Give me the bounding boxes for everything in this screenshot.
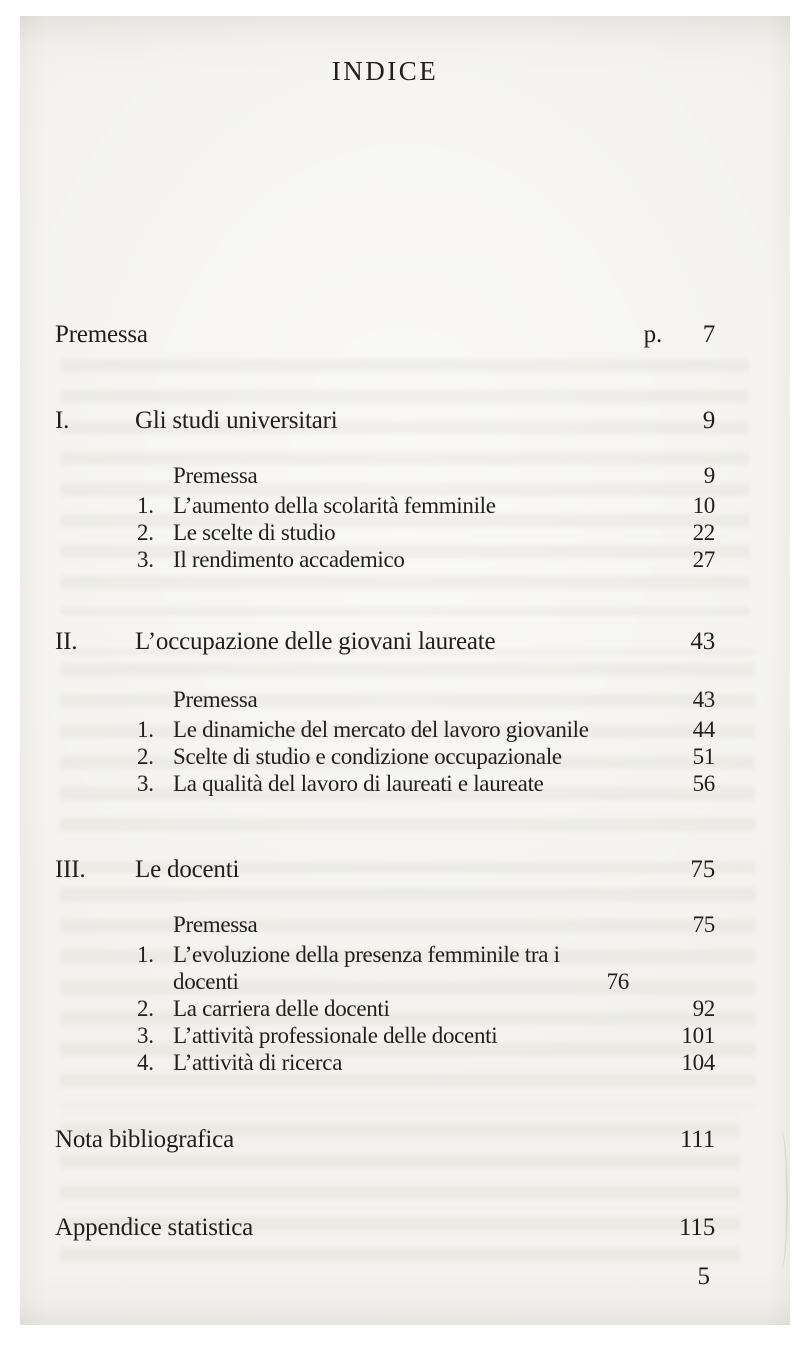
chapter-heading — [55, 406, 715, 436]
folio-number: 5 — [697, 1263, 710, 1290]
item-label: Scelte di studio e condizione occupazionale — [173, 744, 562, 769]
page-number: 44 — [692, 717, 715, 742]
toc-entry-nota-bibliografica — [55, 1125, 715, 1155]
page-number: 27 — [692, 547, 715, 572]
toc-entry-label: Nota bibliografica — [55, 1126, 234, 1153]
toc-entry-premessa — [55, 320, 715, 350]
toc-item — [137, 716, 715, 743]
page-number: 43 — [690, 628, 715, 655]
item-number: 1. — [137, 942, 154, 967]
page-number: 56 — [692, 771, 715, 796]
item-label: La qualità del lavoro di laureati e laureate — [173, 771, 544, 796]
item-number: 2. — [137, 520, 154, 545]
item-number: 3. — [137, 1023, 154, 1048]
item-label: L’evoluzione della presenza femminile tra i docenti — [173, 942, 560, 994]
chapter-title: Le docenti — [135, 856, 240, 883]
item-label: La carriera delle docenti — [173, 996, 390, 1021]
item-number: 3. — [137, 547, 154, 572]
page-number: 10 — [692, 493, 715, 518]
item-label: Le scelte di studio — [173, 520, 336, 545]
chapter-title: L’occupazione delle giovani laureate — [135, 628, 496, 655]
chapter-numeral: III. — [55, 856, 86, 883]
item-label: Le dinamiche del mercato del lavoro giovanile — [173, 717, 589, 742]
toc-item — [137, 1022, 715, 1049]
chapter-title: Gli studi universitari — [135, 407, 338, 434]
toc-item — [137, 546, 715, 573]
toc-entry-label: Premessa — [55, 321, 148, 348]
chapter-numeral: I. — [55, 407, 70, 434]
chapter-items — [137, 686, 715, 797]
toc-item — [137, 686, 715, 713]
page-number: 75 — [690, 856, 715, 883]
toc-entry-appendice-statistica — [55, 1213, 715, 1243]
item-label: L’attività professionale delle docenti — [173, 1023, 498, 1048]
item-number: 2. — [137, 996, 154, 1021]
page-number: 92 — [692, 996, 715, 1021]
page-title: INDICE — [331, 56, 439, 86]
page-number: 101 — [681, 1023, 715, 1048]
item-label: L’aumento della scolarità femminile — [173, 493, 496, 518]
page-abbreviation: p. — [643, 321, 662, 348]
page-number: 104 — [681, 1050, 715, 1075]
chapter-numeral: II. — [55, 628, 78, 655]
chapter-items — [137, 911, 715, 1076]
item-number: 1. — [137, 717, 154, 742]
item-number: 4. — [137, 1050, 154, 1075]
toc-item — [137, 743, 715, 770]
toc-item — [137, 941, 715, 995]
item-number: 3. — [137, 771, 154, 796]
toc-item — [137, 492, 715, 519]
toc-item — [137, 519, 715, 546]
scanned-book-page — [20, 16, 790, 1325]
page-number: 111 — [679, 1126, 715, 1153]
page-number: 9 — [702, 407, 715, 434]
page-number: 22 — [692, 520, 715, 545]
toc-item — [137, 462, 715, 489]
chapter-items — [137, 462, 715, 573]
page-crease — [774, 1130, 788, 1270]
page-number: 43 — [692, 687, 715, 712]
item-number: 1. — [137, 493, 154, 518]
item-label: L’attività di ricerca — [173, 1050, 343, 1075]
item-number: 2. — [137, 744, 154, 769]
toc-item — [137, 995, 715, 1022]
item-label: Il rendimento accademico — [173, 547, 405, 572]
item-label: Premessa — [173, 687, 258, 712]
toc-item — [137, 770, 715, 797]
page-number: 75 — [692, 912, 715, 937]
page-number: 9 — [703, 463, 715, 488]
item-label: Premessa — [173, 463, 258, 488]
page-number: 51 — [692, 744, 715, 769]
item-label: Premessa — [173, 912, 258, 937]
page-number: 76 — [606, 969, 629, 994]
toc-entry-label: Appendice statistica — [55, 1214, 254, 1241]
toc-item — [137, 911, 715, 938]
chapter-heading — [55, 627, 715, 657]
chapter-heading — [55, 855, 715, 885]
page-number: 7 — [702, 321, 715, 348]
toc-item — [137, 1049, 715, 1076]
table-of-contents — [55, 16, 715, 1325]
page-number: 115 — [679, 1214, 715, 1241]
